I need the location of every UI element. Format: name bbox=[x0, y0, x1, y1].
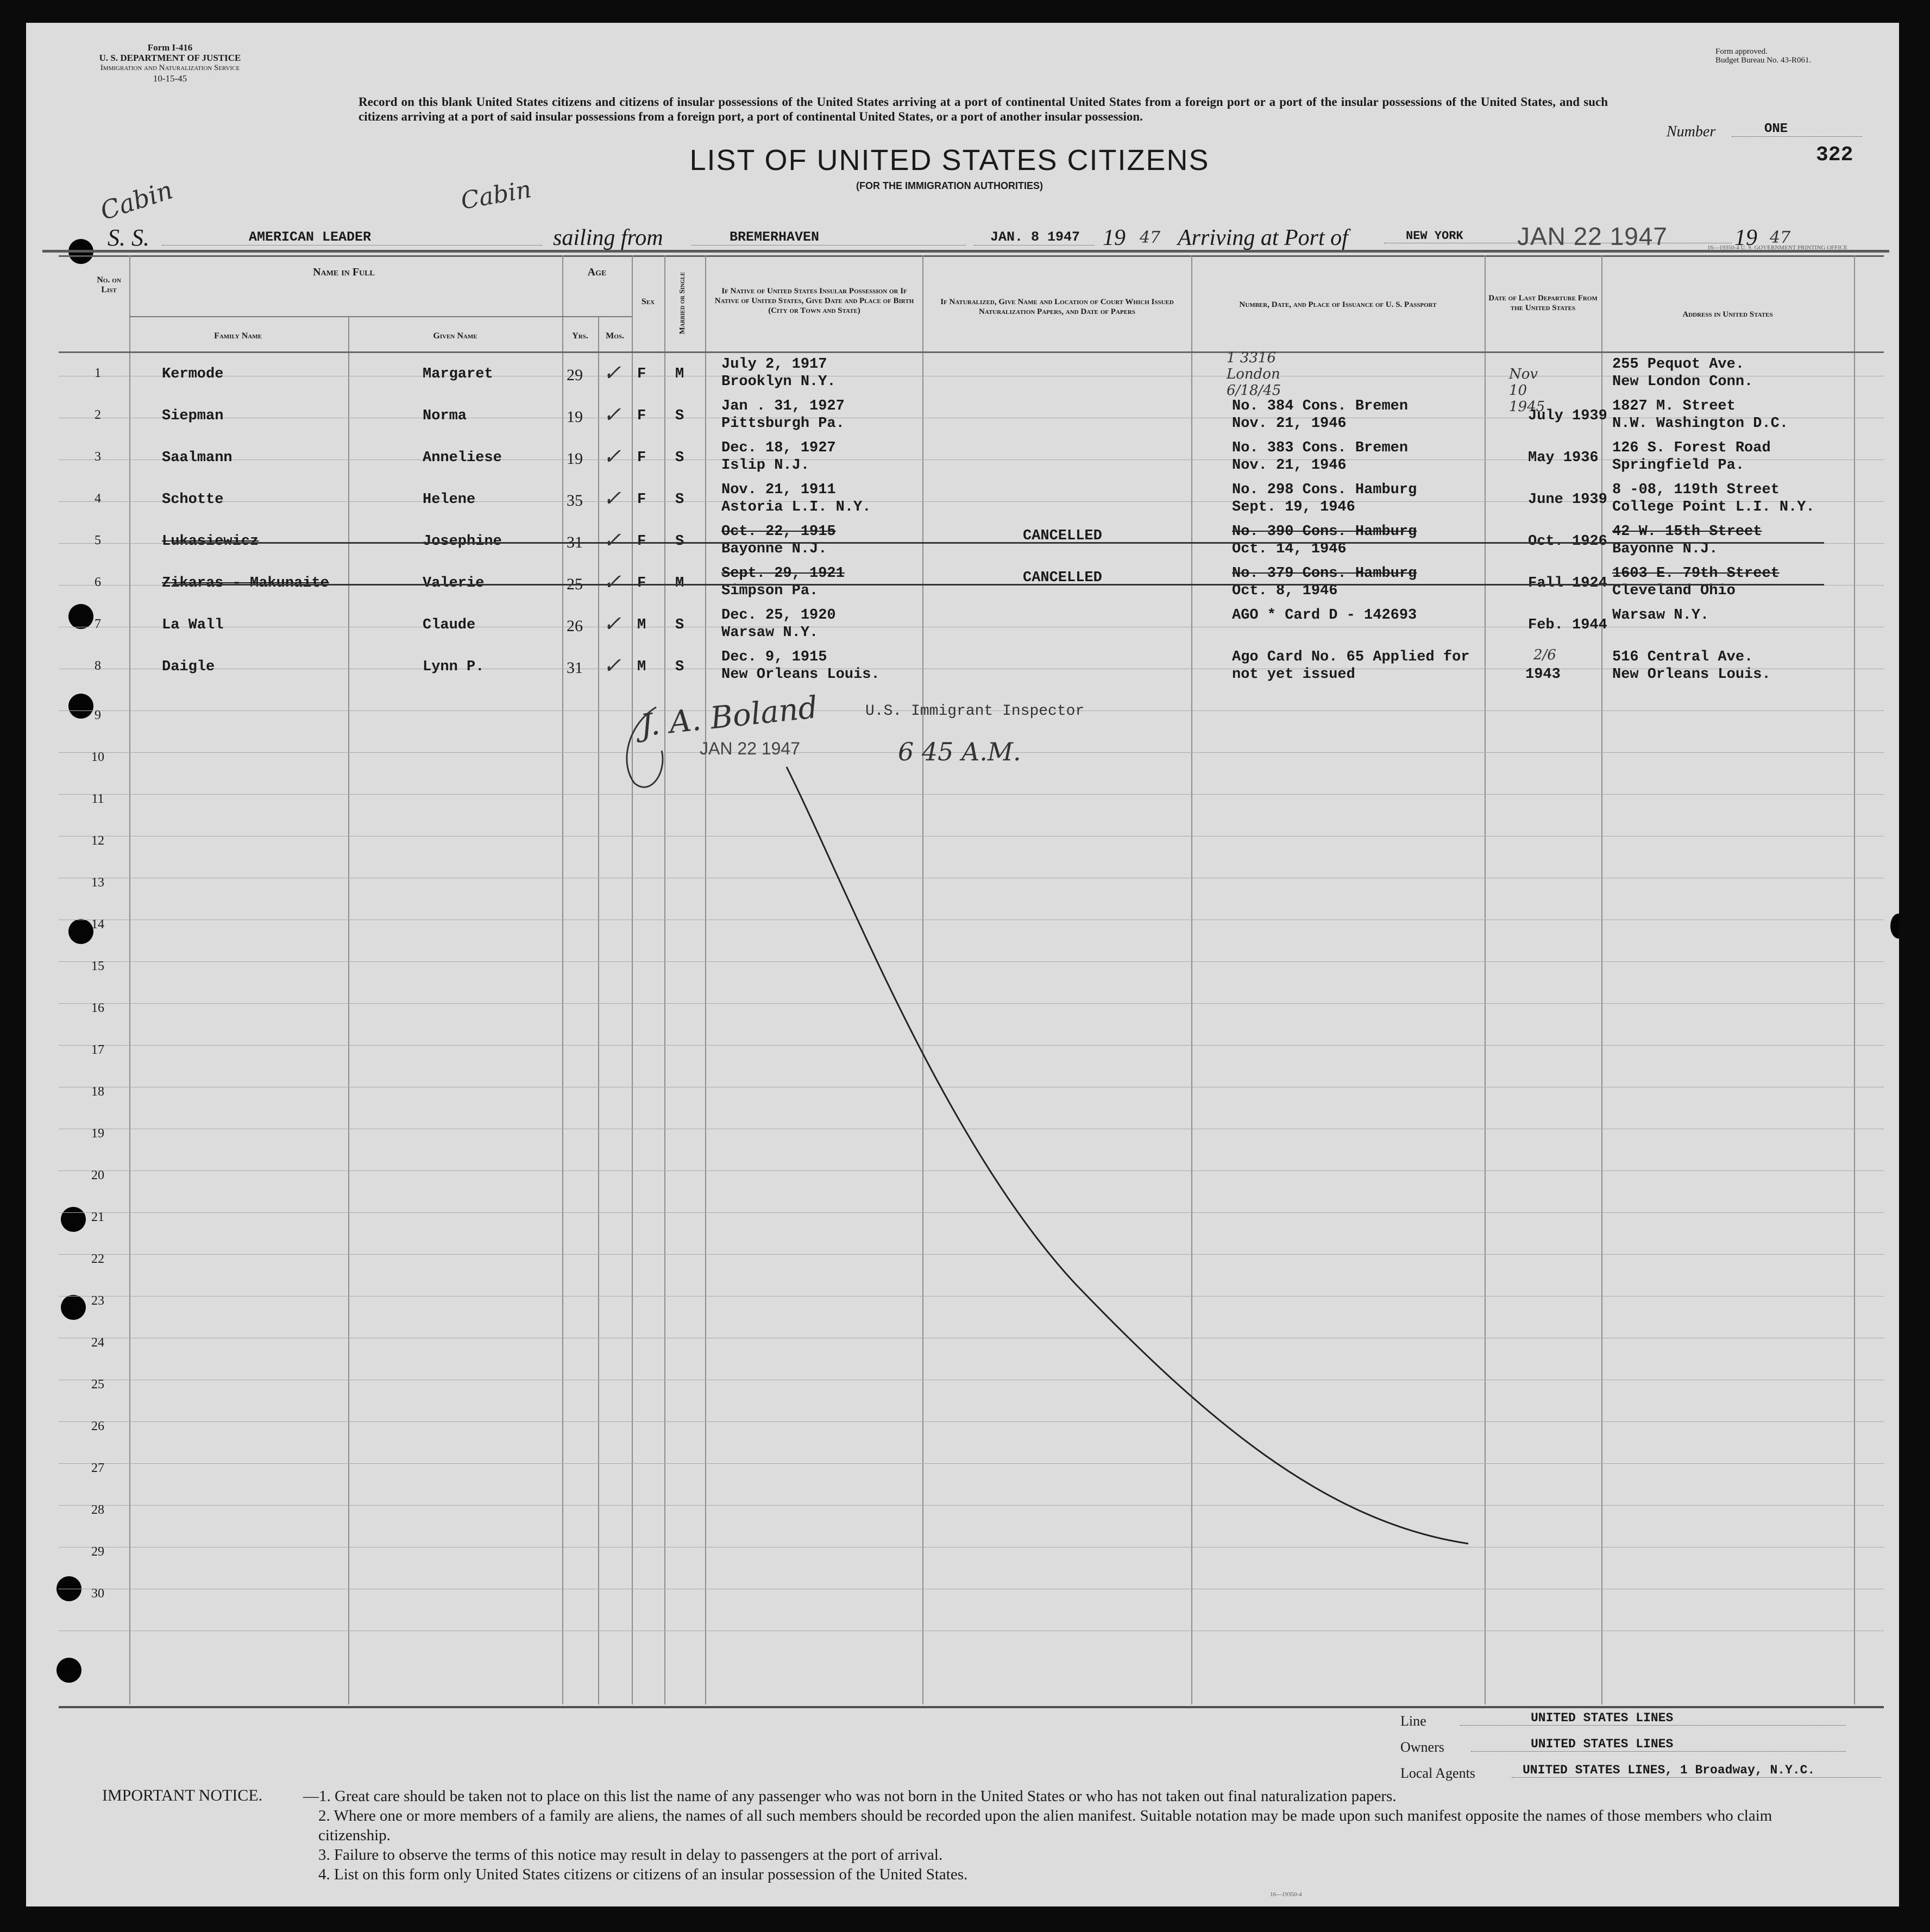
age-years: 19 bbox=[567, 450, 583, 468]
notice-heading: IMPORTANT NOTICE. bbox=[102, 1786, 263, 1804]
row-number: 28 bbox=[91, 1503, 104, 1517]
check-mark-icon: ✓ bbox=[603, 402, 621, 427]
header-given-name: Given Name bbox=[433, 331, 477, 341]
row-number: 30 bbox=[91, 1587, 104, 1601]
row-number: 24 bbox=[91, 1336, 104, 1350]
birth-place: Simpson Pa. bbox=[721, 583, 819, 599]
owners-label: Owners bbox=[1400, 1739, 1444, 1755]
family-name: Daigle bbox=[162, 659, 215, 675]
married-single: S bbox=[675, 533, 684, 550]
row-number: 2 bbox=[95, 408, 101, 422]
row-number: 16 bbox=[91, 1001, 104, 1015]
married-single: S bbox=[675, 408, 684, 424]
punch-hole bbox=[1890, 914, 1899, 939]
given-name: Margaret bbox=[423, 366, 493, 382]
last-departure: Oct. 1926 bbox=[1528, 533, 1607, 550]
address-line-1: 516 Central Ave. bbox=[1612, 649, 1753, 665]
department: U. S. DEPARTMENT OF JUSTICE bbox=[99, 53, 241, 63]
row-number: 14 bbox=[91, 917, 104, 932]
last-departure: Fall 1924 bbox=[1528, 575, 1607, 591]
row-number: 5 bbox=[95, 533, 101, 547]
form-approved: Form approved. bbox=[1715, 47, 1768, 56]
birth-place: Bayonne N.J. bbox=[721, 541, 827, 557]
header-married-single: Married or Single bbox=[678, 272, 687, 335]
manifest-sheet bbox=[26, 23, 1899, 1906]
age-years: 31 bbox=[567, 533, 583, 551]
last-departure: Feb. 1944 bbox=[1528, 617, 1607, 633]
header-sex: Sex bbox=[641, 297, 655, 306]
sex: M bbox=[637, 617, 646, 633]
row-number: 18 bbox=[91, 1085, 104, 1099]
notice-list bbox=[303, 1786, 1846, 1884]
birth-place: Astoria L.I. N.Y. bbox=[721, 499, 871, 515]
married-single: S bbox=[675, 617, 684, 633]
passport-date: Oct. 14, 1946 bbox=[1232, 541, 1347, 557]
family-name: Lukasiewicz bbox=[162, 533, 259, 550]
given-name: Valerie bbox=[423, 575, 485, 591]
age-years: 31 bbox=[567, 659, 583, 677]
line-label: Line bbox=[1400, 1713, 1426, 1729]
year-prefix-2: 19 bbox=[1734, 225, 1757, 250]
married-single: S bbox=[675, 492, 684, 508]
budget-bureau: Budget Bureau No. 43-R061. bbox=[1715, 56, 1812, 65]
departure-handwritten: Nov 10 1945 bbox=[1509, 366, 1545, 415]
birth-place: Pittsburgh Pa. bbox=[721, 416, 845, 432]
address-line-1: Warsaw N.Y. bbox=[1612, 607, 1709, 624]
inspector-signature: J. A. Boland bbox=[638, 690, 820, 744]
local-agents-label: Local Agents bbox=[1400, 1765, 1475, 1781]
age-years: 29 bbox=[567, 366, 583, 384]
passport-number: Ago Card No. 65 Applied for bbox=[1232, 649, 1470, 665]
passport-date: Oct. 8, 1946 bbox=[1232, 583, 1338, 599]
check-mark-icon: ✓ bbox=[603, 653, 621, 678]
birth-place: New Orleans Louis. bbox=[721, 666, 880, 683]
local-agents-value: UNITED STATES LINES, 1 Broadway, N.Y.C. bbox=[1512, 1763, 1881, 1778]
row-number: 22 bbox=[91, 1252, 104, 1266]
sex: F bbox=[637, 492, 646, 508]
row-number: 1 bbox=[95, 366, 101, 380]
col-divider bbox=[348, 316, 349, 1704]
year-suffix-2: 47 bbox=[1770, 228, 1791, 247]
inspector-time: 6 45 A.M. bbox=[898, 737, 1021, 766]
address-line-2: Springfield Pa. bbox=[1612, 457, 1745, 474]
last-departure: June 1939 bbox=[1528, 492, 1607, 508]
notice-item: 4. List on this form only United States citizens or citizens of an insular possession of the United States. bbox=[318, 1866, 968, 1883]
row-number: 13 bbox=[91, 876, 104, 890]
married-single: S bbox=[675, 659, 684, 675]
row-number: 25 bbox=[91, 1377, 104, 1392]
depart-date: JAN. 8 1947 bbox=[974, 229, 1095, 246]
last-departure: May 1936 bbox=[1528, 450, 1599, 466]
sex: F bbox=[637, 575, 646, 591]
age-years: 26 bbox=[567, 617, 583, 635]
address-line-2: N.W. Washington D.C. bbox=[1612, 416, 1789, 432]
birth-date: Dec. 25, 1920 bbox=[721, 607, 836, 624]
col-divider bbox=[664, 255, 665, 1704]
sex: F bbox=[637, 533, 646, 550]
number-value: ONE bbox=[1732, 122, 1862, 137]
subheader-rule bbox=[129, 316, 632, 317]
check-mark-icon: ✓ bbox=[603, 361, 621, 386]
family-name: Zikaras - Makunaite bbox=[162, 575, 329, 591]
address-line-2: New Orleans Louis. bbox=[1612, 666, 1771, 683]
port-to: NEW YORK bbox=[1384, 229, 1732, 243]
married-single: M bbox=[675, 366, 684, 382]
arriving-label: Arriving at Port of bbox=[1178, 225, 1348, 250]
form-number: Form I-416 bbox=[147, 42, 193, 53]
arrival-stamp: JAN 22 1947 bbox=[1517, 222, 1668, 250]
family-name: La Wall bbox=[162, 617, 224, 633]
birth-date: Dec. 18, 1927 bbox=[721, 440, 836, 456]
check-mark-icon: ✓ bbox=[603, 612, 621, 637]
row-number: 29 bbox=[91, 1545, 104, 1559]
form-identifier bbox=[72, 42, 268, 84]
header-rule bbox=[42, 250, 1889, 253]
header-no-on-list: No. on List bbox=[97, 275, 121, 294]
address-line-2: College Point L.I. N.Y. bbox=[1612, 499, 1815, 515]
preamble-text: Record on this blank United States citizens and citizens of insular possessions of the United States arriving at a port of continental United States from a foreign port or a port of the insular possessions of the United States, and such citizens arriving at a port of said insular possessions from a foreign port, a port of continental United States, or a port of another insular possession. bbox=[359, 95, 1608, 123]
handwritten-margin-cabin: Cabin bbox=[96, 175, 177, 226]
last-departure: 1943 bbox=[1525, 666, 1561, 683]
sex: M bbox=[637, 659, 646, 675]
row-number: 3 bbox=[95, 450, 101, 464]
bottom-code: 16—19350-4 bbox=[1270, 1891, 1302, 1898]
page-title: LIST OF UNITED STATES CITIZENS bbox=[689, 144, 1210, 177]
year-suffix: 47 bbox=[1140, 228, 1161, 247]
birth-date: Oct. 22, 1915 bbox=[721, 524, 836, 540]
col-divider bbox=[1601, 255, 1602, 1704]
sailing-from-label: sailing from bbox=[553, 225, 663, 250]
birth-date: July 2, 1917 bbox=[721, 356, 827, 373]
col-divider bbox=[598, 316, 599, 1704]
row-number: 20 bbox=[91, 1168, 104, 1182]
family-name: Saalmann bbox=[162, 450, 232, 466]
owners-value: UNITED STATES LINES bbox=[1471, 1737, 1846, 1752]
check-mark-icon: ✓ bbox=[603, 570, 621, 595]
given-name: Anneliese bbox=[423, 450, 502, 466]
ship-name: AMERICAN LEADER bbox=[162, 229, 542, 246]
header-last-departure: Date of Last Departure From the United States bbox=[1488, 294, 1598, 312]
address-line-2: Cleveland Ohio bbox=[1612, 583, 1736, 599]
notice-item: 3. Failure to observe the terms of this notice may result in delay to passengers at the port of arrival. bbox=[318, 1846, 943, 1864]
age-years: 19 bbox=[567, 408, 583, 426]
header-months: Mos. bbox=[606, 331, 624, 341]
row-number: 27 bbox=[91, 1461, 104, 1475]
passport-date: not yet issued bbox=[1232, 666, 1355, 683]
passport-handwritten: 1 3316 London 6/18/45 bbox=[1227, 350, 1281, 399]
given-name: Norma bbox=[423, 408, 467, 424]
col-divider bbox=[562, 255, 563, 1704]
port-from: BREMERHAVEN bbox=[691, 229, 966, 246]
page-stamp: 322 bbox=[1816, 143, 1853, 167]
form-date: 10-15-45 bbox=[153, 73, 187, 84]
row-number: 8 bbox=[95, 659, 101, 673]
address-line-1: 1603 E. 79th Street bbox=[1612, 565, 1780, 582]
family-name: Siepman bbox=[162, 408, 224, 424]
age-years: 25 bbox=[567, 575, 583, 593]
header-address: Address in United States bbox=[1682, 310, 1773, 319]
check-mark-icon: ✓ bbox=[603, 528, 621, 553]
row-number: 21 bbox=[91, 1210, 104, 1224]
inspector-stamp-date: JAN 22 1947 bbox=[700, 739, 801, 758]
birth-date: Jan . 31, 1927 bbox=[721, 398, 845, 414]
row-number: 4 bbox=[95, 492, 101, 506]
address-line-1: 126 S. Forest Road bbox=[1612, 440, 1771, 456]
notice-item: 2. Where one or more members of a family are aliens, the names of all such members should be recorded upon the alien manifest. Suitable notation may be made upon such manifest opposite the names of those members who claim citizenship. bbox=[318, 1807, 1772, 1844]
departure-handwritten: 2/6 bbox=[1533, 647, 1556, 663]
header-native: If Native of United States Insular Possession or If Native of United States, Give Date and Place of Birth (City or Town and State) bbox=[714, 287, 914, 315]
row-number: 9 bbox=[95, 708, 101, 722]
address-line-1: 1827 M. Street bbox=[1612, 398, 1736, 414]
row-number: 26 bbox=[91, 1419, 104, 1433]
address-line-2: Bayonne N.J. bbox=[1612, 541, 1718, 557]
strike-through-line bbox=[173, 542, 1824, 544]
line-value: UNITED STATES LINES bbox=[1460, 1711, 1846, 1726]
birth-date: Sept. 29, 1921 bbox=[721, 565, 845, 582]
married-single: S bbox=[675, 450, 684, 466]
handwritten-cabin: Cabin bbox=[458, 175, 533, 215]
row-number: 15 bbox=[91, 959, 104, 973]
address-line-1: 42 W. 15th Street bbox=[1612, 524, 1762, 540]
sex: F bbox=[637, 408, 646, 424]
header-naturalized: If Naturalized, Give Name and Location of Court Which Issued Naturalization Papers, and Date of Papers bbox=[940, 298, 1174, 316]
birth-place: Islip N.J. bbox=[721, 457, 810, 474]
naturalization-note: CANCELLED bbox=[1023, 528, 1102, 544]
approval-block bbox=[1715, 47, 1811, 65]
passport-number: AGO * Card D - 142693 bbox=[1232, 607, 1417, 624]
service: Immigration and Naturalization Service bbox=[100, 64, 240, 72]
passport-number: No. 384 Cons. Bremen bbox=[1232, 398, 1409, 414]
address-line-1: 8 -08, 119th Street bbox=[1612, 482, 1780, 498]
year-prefix: 19 bbox=[1103, 225, 1126, 250]
birth-date: Dec. 9, 1915 bbox=[721, 649, 827, 665]
check-mark-icon: ✓ bbox=[603, 444, 621, 469]
printer-note: 16—19350-4 U. S. GOVERNMENT PRINTING OFFICE bbox=[1707, 244, 1848, 251]
row-rule bbox=[59, 501, 1884, 502]
given-name: Claude bbox=[423, 617, 476, 633]
passport-number: No. 379 Cons. Hamburg bbox=[1232, 565, 1417, 582]
row-number: 6 bbox=[95, 575, 101, 589]
header-family-name: Family Name bbox=[214, 331, 262, 341]
row-number: 12 bbox=[91, 834, 104, 848]
passport-date: Nov. 21, 1946 bbox=[1232, 416, 1347, 432]
col-divider bbox=[129, 255, 130, 1704]
strike-through-line bbox=[173, 584, 1824, 586]
naturalization-note: CANCELLED bbox=[1023, 570, 1102, 586]
sex: F bbox=[637, 450, 646, 466]
row-number: 7 bbox=[95, 617, 101, 631]
birth-place: Brooklyn N.Y. bbox=[721, 374, 836, 390]
check-mark-icon: ✓ bbox=[603, 486, 621, 511]
header-name-in-full: Name in Full bbox=[313, 266, 375, 278]
address-line-2: New London Conn. bbox=[1612, 374, 1753, 390]
row-number: 19 bbox=[91, 1127, 104, 1141]
page-subtitle: (FOR THE IMMIGRATION AUTHORITIES) bbox=[856, 180, 1043, 191]
last-departure: July 1939 bbox=[1528, 408, 1607, 424]
family-name: Schotte bbox=[162, 492, 224, 508]
col-divider bbox=[705, 255, 706, 1704]
row-number: 23 bbox=[91, 1294, 104, 1308]
married-single: M bbox=[675, 575, 684, 591]
sex: F bbox=[637, 366, 646, 382]
diagonal-closing-line bbox=[781, 762, 1487, 1549]
given-name: Josephine bbox=[423, 533, 502, 550]
notice-item: —1. Great care should be taken not to place on this list the name of any passenger who was not born in the United States or who has not taken out final naturalization papers. bbox=[303, 1788, 1397, 1805]
col-divider bbox=[632, 255, 633, 1704]
row-number: 11 bbox=[91, 792, 104, 806]
passport-number: No. 390 Cons. Hamburg bbox=[1232, 524, 1417, 540]
inspector-title: U.S. Immigrant Inspector bbox=[865, 703, 1085, 720]
row-number: 10 bbox=[91, 750, 104, 764]
number-label: Number bbox=[1667, 123, 1716, 140]
ss-label: S. S. bbox=[108, 224, 149, 251]
passport-number: No. 383 Cons. Bremen bbox=[1232, 440, 1409, 456]
passport-number: No. 298 Cons. Hamburg bbox=[1232, 482, 1417, 498]
age-years: 35 bbox=[567, 492, 583, 509]
header-age: Age bbox=[587, 266, 607, 278]
row-number: 17 bbox=[91, 1043, 104, 1057]
header-years: Yrs. bbox=[572, 331, 588, 341]
passport-date: Nov. 21, 1946 bbox=[1232, 457, 1347, 474]
header-passport: Number, Date, and Place of Issuance of U. S. Passport bbox=[1239, 300, 1437, 309]
signature-loop bbox=[613, 702, 678, 800]
header-bottom-rule bbox=[59, 351, 1884, 353]
birth-date: Nov. 21, 1911 bbox=[721, 482, 836, 498]
family-name: Kermode bbox=[162, 366, 224, 382]
address-line-1: 255 Pequot Ave. bbox=[1612, 356, 1745, 373]
col-divider bbox=[1854, 255, 1855, 1704]
passport-date: Sept. 19, 1946 bbox=[1232, 499, 1355, 515]
birth-place: Warsaw N.Y. bbox=[721, 625, 819, 641]
given-name: Helene bbox=[423, 492, 476, 508]
given-name: Lynn P. bbox=[423, 659, 485, 675]
